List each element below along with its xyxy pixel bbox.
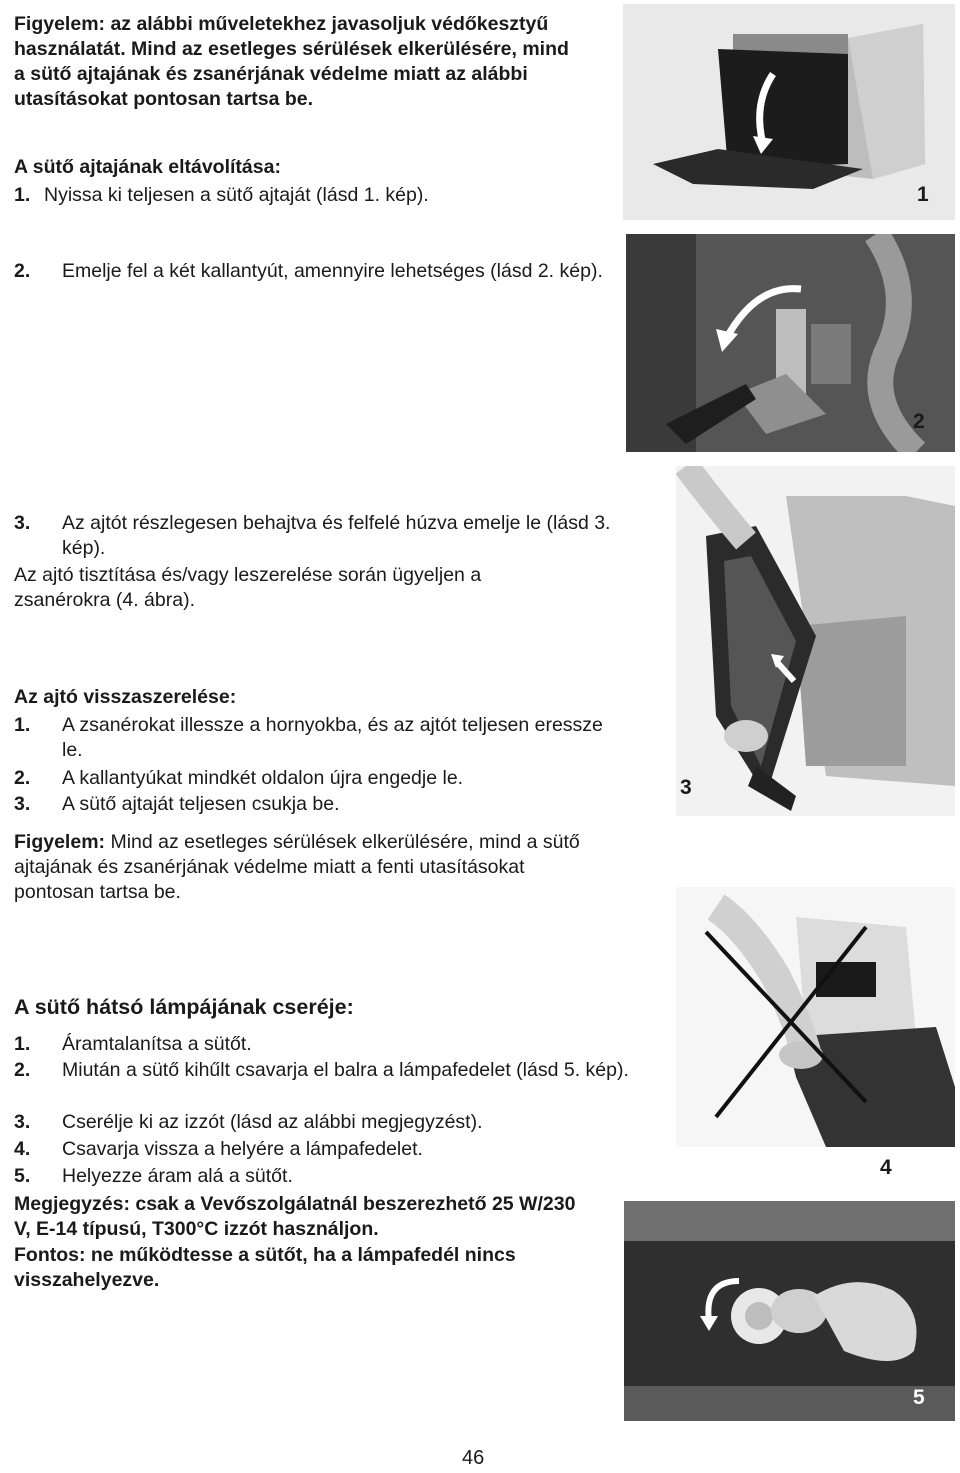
step-text: Az ajtót részlegesen behajtva és felfelé húzva emelje le (lásd 3. kép).: [62, 512, 611, 559]
removal-step-1: [14, 183, 574, 208]
step-text: A sütő ajtaját teljesen csukja be.: [62, 793, 340, 815]
step-number: 1.: [14, 1033, 31, 1055]
refit-heading: Az ajtó visszaszerelése:: [14, 686, 237, 708]
refit-step-3: [14, 792, 574, 817]
figure-4-photo: [676, 887, 955, 1147]
step-number: 5.: [14, 1165, 31, 1187]
warning-top: Figyelem: az alábbi műveletekhez javasoljuk védőkesztyű használatát. Mind az esetleges sérülések elkerülésére, mind a sütő ajtajának és zsanérjának védelme miatt az alábbi utasításokat pontosan tartsa be.: [14, 13, 569, 110]
lamp-heading: A sütő hátsó lámpájának cseréje:: [14, 995, 354, 1019]
figure-1-photo: [623, 4, 955, 220]
lamp-step-1: [14, 1032, 584, 1057]
step-text: A zsanérokat illessze a hornyokba, és az ajtót teljesen eressze le.: [62, 714, 603, 761]
figure-2-label: 2: [913, 410, 925, 433]
step-number: 2.: [14, 260, 31, 282]
step-text: Csavarja vissza a helyére a lámpafedelet.: [62, 1138, 423, 1160]
figure-5-photo: [624, 1201, 955, 1421]
figure-2-photo: [626, 234, 955, 452]
step-number: 2.: [14, 1059, 31, 1081]
step-number: 3.: [14, 1111, 31, 1133]
warning-mid-text: Mind az esetleges sérülések elkerülésére, mind a sütő ajtajának és zsanérjának védelme miatt a fenti utasításokat pontosan tartsa be.: [14, 831, 580, 903]
step-text: Emelje fel a két kallantyút, amennyire lehetséges (lásd 2. kép).: [62, 260, 603, 282]
step-text: Cserélje ki az izzót (lásd az alábbi megjegyzést).: [62, 1111, 483, 1133]
step-number: 1.: [14, 184, 31, 206]
step-number: 3.: [14, 512, 31, 534]
step-number: 2.: [14, 767, 31, 789]
removal-note: Az ajtó tisztítása és/vagy leszerelése során ügyeljen a zsanérokra (4. ábra).: [14, 564, 482, 611]
removal-heading: A sütő ajtajának eltávolítása:: [14, 156, 281, 178]
step-text: Nyissa ki teljesen a sütő ajtaját (lásd 1. kép).: [44, 184, 429, 206]
warning-mid: [14, 830, 584, 905]
lamp-note: Megjegyzés: csak a Vevőszolgálatnál beszerezhető 25 W/230 V, E-14 típusú, T300°C izzót használjon.: [14, 1193, 576, 1240]
step-text: Helyezze áram alá a sütőt.: [62, 1165, 293, 1187]
figure-3-label: 3: [680, 776, 692, 799]
lamp-step-3: [14, 1110, 584, 1135]
figure-5-label: 5: [913, 1386, 925, 1409]
lamp-step-5: [14, 1164, 584, 1189]
refit-step-2: [14, 766, 574, 791]
step-text: A kallantyúkat mindkét oldalon újra engedje le.: [62, 767, 464, 789]
figure-3-photo: [676, 466, 955, 816]
step-number: 3.: [14, 793, 31, 815]
refit-step-1: [14, 713, 622, 763]
removal-step-2: [14, 259, 622, 284]
page-number: 46: [462, 1447, 485, 1469]
step-number: 1.: [14, 714, 31, 736]
step-text: Áramtalanítsa a sütőt.: [62, 1033, 252, 1055]
lamp-step-4: [14, 1137, 584, 1162]
warning-mid-label: Figyelem:: [14, 831, 106, 853]
step-number: 4.: [14, 1138, 31, 1160]
lamp-step-2: [14, 1058, 637, 1083]
figure-4-label: 4: [880, 1156, 892, 1179]
lamp-warning: Fontos: ne működtesse a sütőt, ha a lámpafedél nincs visszahelyezve.: [14, 1244, 516, 1291]
figure-1-label: 1: [917, 183, 929, 206]
step-text: Miután a sütő kihűlt csavarja el balra a lámpafedelet (lásd 5. kép).: [62, 1059, 629, 1081]
removal-step-3: [14, 511, 622, 561]
